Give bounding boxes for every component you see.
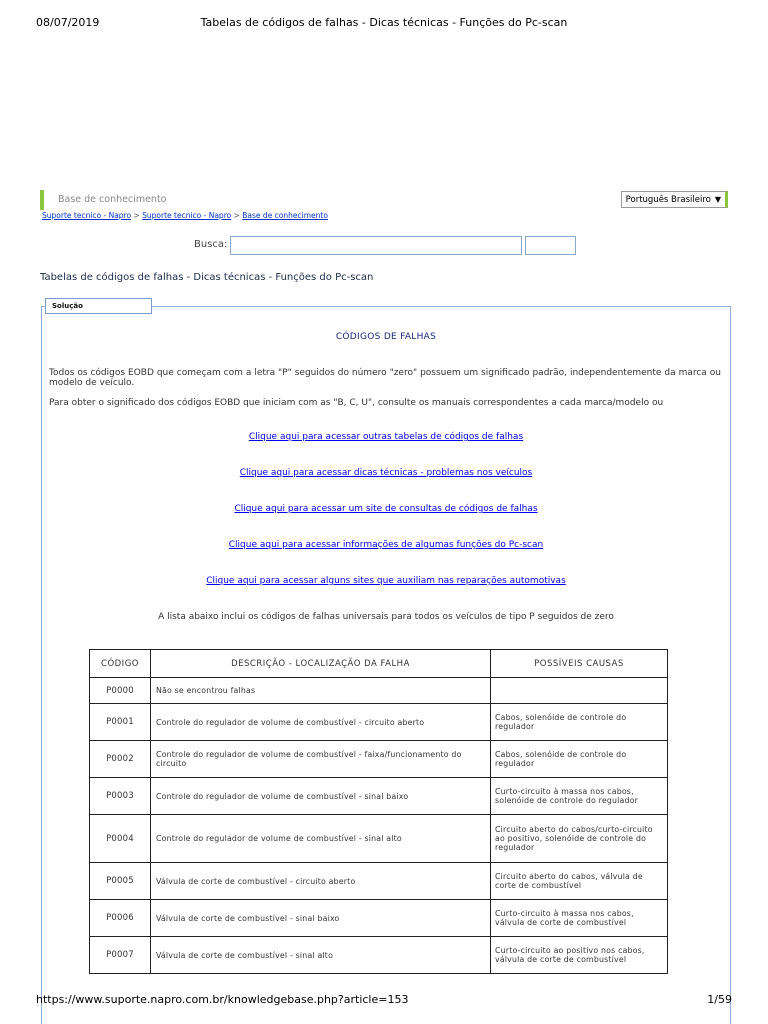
table-row <box>90 704 668 741</box>
column-header-causes: POSSÍVEIS CAUSAS <box>491 650 668 678</box>
table-row <box>90 678 668 704</box>
cell-causes: Curto-circuito à massa nos cabos, válvula de corte de combustível <box>491 900 668 937</box>
cell-description: Não se encontrou falhas <box>151 678 491 704</box>
table-row <box>90 741 668 778</box>
column-header-code: CÓDIGO <box>90 650 151 678</box>
cell-causes: Cabos, solenóide de controle do regulador <box>491 704 668 741</box>
cell-code: P0002 <box>90 741 151 778</box>
section-heading: CÓDIGOS DE FALHAS <box>335 332 437 342</box>
cell-description: Válvula de corte de combustível - circuito aberto <box>151 863 491 900</box>
table-row <box>90 900 668 937</box>
manuals-paragraph: Para obter o significado dos códigos EOBD que iniciam com as "B, C, U", consulte os manuais correspondentes a cada marca/modelo ou <box>49 398 664 408</box>
breadcrumb-separator: > <box>233 211 240 220</box>
search-label: Busca: <box>194 239 228 250</box>
link-technical-tips[interactable]: Clique aqui para acessar dicas técnicas - problemas nos veículos <box>239 468 533 478</box>
print-header <box>36 16 732 32</box>
print-date: 08/07/2019 <box>36 16 100 29</box>
cell-causes <box>491 678 668 704</box>
cell-description: Controle do regulador de volume de combustível - sinal baixo <box>151 778 491 815</box>
table-header-row <box>90 650 668 678</box>
breadcrumb-link-2[interactable]: Suporte tecnico - Napro <box>142 211 232 220</box>
breadcrumb-link-1[interactable]: Suporte tecnico - Napro <box>42 211 132 220</box>
cell-description: Válvula de corte de combustível - sinal baixo <box>151 900 491 937</box>
kb-accent-bar <box>40 190 44 210</box>
search-input[interactable] <box>230 236 522 255</box>
cell-description: Controle do regulador de volume de combustível - sinal alto <box>151 815 491 863</box>
link-repair-sites[interactable]: Clique aqui para acessar alguns sites que auxiliam nas reparações automotivas <box>206 576 566 586</box>
search-button[interactable] <box>525 236 576 255</box>
column-header-description: DESCRIÇÃO - LOCALIZAÇÃO DA FALHA <box>151 650 491 678</box>
language-select[interactable] <box>621 191 728 208</box>
cell-code: P0004 <box>90 815 151 863</box>
cell-description: Controle do regulador de volume de combustível - faixa/funcionamento do circuito <box>151 741 491 778</box>
link-code-lookup-site[interactable]: Clique aqui para acessar um site de consultas de códigos de falhas <box>234 504 538 514</box>
breadcrumb-link-3[interactable]: Base de conhecimento <box>242 211 328 220</box>
link-fault-code-tables[interactable]: Clique aqui para acessar outras tabelas de códigos de falhas <box>248 432 524 442</box>
kb-label: Base de conhecimento <box>58 194 167 205</box>
cell-causes: Cabos, solenóide de controle do regulador <box>491 741 668 778</box>
fault-codes-table <box>89 649 668 974</box>
cell-causes: Circuito aberto do cabos/curto-circuito ao positivo, solenóide de controle do regulador <box>491 815 668 863</box>
cell-code: P0000 <box>90 678 151 704</box>
intro-paragraph: Todos os códigos EOBD que começam com a letra "P" seguidos do número "zero" possuem um significado padrão, independentemente da marca ou modelo de veículo. <box>49 368 721 388</box>
cell-description: Controle do regulador de volume de combustível - circuito aberto <box>151 704 491 741</box>
solution-tab: Solução <box>45 298 152 314</box>
table-row <box>90 937 668 974</box>
cell-description: Válvula de corte de combustível - sinal alto <box>151 937 491 974</box>
cell-causes: Curto-circuito à massa nos cabos, solenóide de controle do regulador <box>491 778 668 815</box>
cell-causes: Circuito aberto do cabos, válvula de corte de combustível <box>491 863 668 900</box>
cell-code: P0006 <box>90 900 151 937</box>
list-intro: A lista abaixo inclui os códigos de falhas universais para todos os veículos de tipo P seguidos de zero <box>158 612 614 622</box>
knowledgebase-bar <box>40 190 730 210</box>
link-pcscan-functions[interactable]: Clique aqui para acessar informações de algumas funções do Pc-scan <box>228 540 544 550</box>
chevron-down-icon: ▼ <box>714 195 721 204</box>
breadcrumb <box>42 211 328 220</box>
table-row <box>90 863 668 900</box>
article-title: Tabelas de códigos de falhas - Dicas técnicas - Funções do Pc-scan <box>40 272 374 283</box>
print-footer <box>36 993 732 1009</box>
cell-code: P0003 <box>90 778 151 815</box>
cell-causes: Curto-circuito ao positivo nos cabos, válvula de corte de combustível <box>491 937 668 974</box>
table-row <box>90 778 668 815</box>
page-number: 1/59 <box>707 993 732 1006</box>
cell-code: P0005 <box>90 863 151 900</box>
cell-code: P0001 <box>90 704 151 741</box>
cell-code: P0007 <box>90 937 151 974</box>
breadcrumb-separator: > <box>133 211 140 220</box>
print-title: Tabelas de códigos de falhas - Dicas técnicas - Funções do Pc-scan <box>200 16 568 29</box>
table-row <box>90 815 668 863</box>
print-url: https://www.suporte.napro.com.br/knowledgebase.php?article=153 <box>36 993 409 1006</box>
language-value: Português Brasileiro <box>625 195 711 205</box>
